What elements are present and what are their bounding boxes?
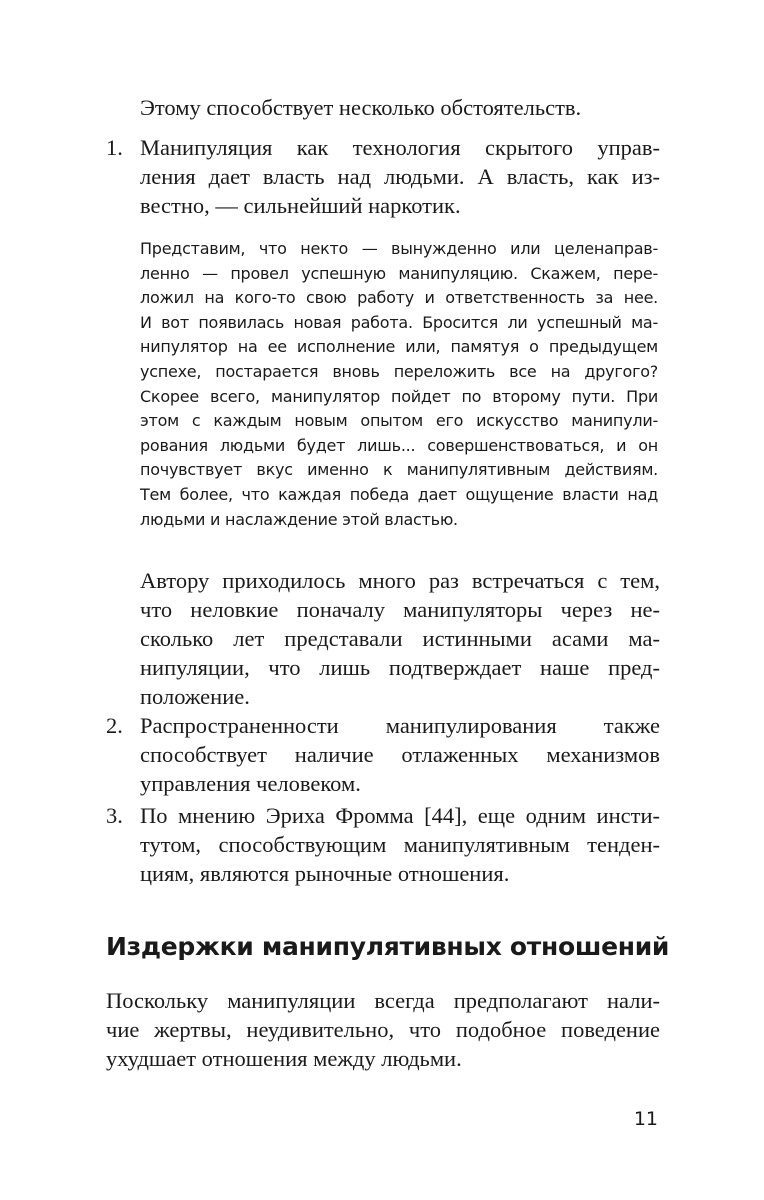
author-paragraph — [140, 566, 660, 711]
note-line: Тем более, что каждая победа дает ощущение власти над — [140, 484, 658, 504]
list-item-1-number: 1. — [106, 135, 123, 160]
page-number: 11 — [633, 1108, 658, 1130]
list-item-3-line: тутом, способствующим манипулятивным тенден- — [140, 832, 660, 857]
list-item-2 — [106, 711, 660, 798]
list-item-3-line: По мнению Эриха Фромма [44], еще одним инсти- — [140, 803, 660, 828]
note-line: ложил на кого-то свою работу и ответственность за нее. — [140, 288, 658, 308]
section-heading: Издержки манипулятивных отношений — [106, 932, 670, 961]
note-line: ленно — провел успешную манипуляцию. Скажем, пере- — [140, 263, 658, 283]
intro-text: Этому способствует несколько обстоятельств. — [140, 95, 582, 120]
author-paragraph-line: нипуляции, что лишь подтверждает наше пред- — [140, 655, 660, 680]
note-line: этом с каждым новым опытом его искусство манипули- — [140, 411, 658, 431]
example-note — [140, 237, 658, 532]
closing-paragraph-line: ухудшает отношения между людьми. — [106, 1046, 462, 1071]
note-line: успехе, постарается вновь переложить все на другого? — [140, 361, 658, 381]
note-line: Скорее всего, манипулятор пойдет по второму пути. При — [140, 386, 658, 406]
note-line: И вот появилась новая работа. Бросится ли успешный ма- — [140, 312, 658, 332]
list-item-2-number: 2. — [106, 713, 123, 738]
note-line: почувствует вкус именно к манипулятивным действиям. — [140, 460, 658, 480]
intro-paragraph — [140, 93, 660, 122]
list-item-1 — [106, 133, 660, 220]
author-paragraph-line: положение. — [140, 684, 250, 709]
closing-paragraph-line: Поскольку манипуляции всегда предполагают нали- — [106, 988, 660, 1013]
list-item-2-line: Распространенности манипулирования также — [140, 713, 660, 738]
list-item-2-line: способствует наличие отлаженных механизмов — [140, 742, 660, 767]
author-paragraph-line: что неловкие поначалу манипуляторы через не- — [140, 597, 660, 622]
closing-paragraph — [106, 986, 660, 1073]
list-item-3-line: циям, являются рыночные отношения. — [140, 861, 510, 886]
author-paragraph-line: Автору приходилось много раз встречаться с тем, — [140, 568, 660, 593]
note-line: людьми и наслаждение этой властью. — [140, 509, 458, 529]
list-item-2-line: управления человеком. — [140, 771, 361, 796]
list-item-3-number: 3. — [106, 803, 123, 828]
list-item-3 — [106, 801, 660, 888]
list-item-1-line: ления дает власть над людьми. А власть, как из- — [140, 164, 660, 189]
note-line: нипулятор на ее исполнение или, памятуя о предыдущем — [140, 337, 658, 357]
author-paragraph-line: сколько лет представали истинными асами ма- — [140, 626, 660, 651]
closing-paragraph-line: чие жертвы, неудивительно, что подобное поведение — [106, 1017, 660, 1042]
list-item-1-line: Манипуляция как технология скрытого управ- — [140, 135, 660, 160]
list-item-1-line: вестно, — сильнейший наркотик. — [140, 193, 461, 218]
note-line: Представим, что некто — вынужденно или целенаправ- — [140, 239, 658, 258]
note-line: рования людьми будет лишь... совершенствоваться, и он — [140, 435, 658, 455]
